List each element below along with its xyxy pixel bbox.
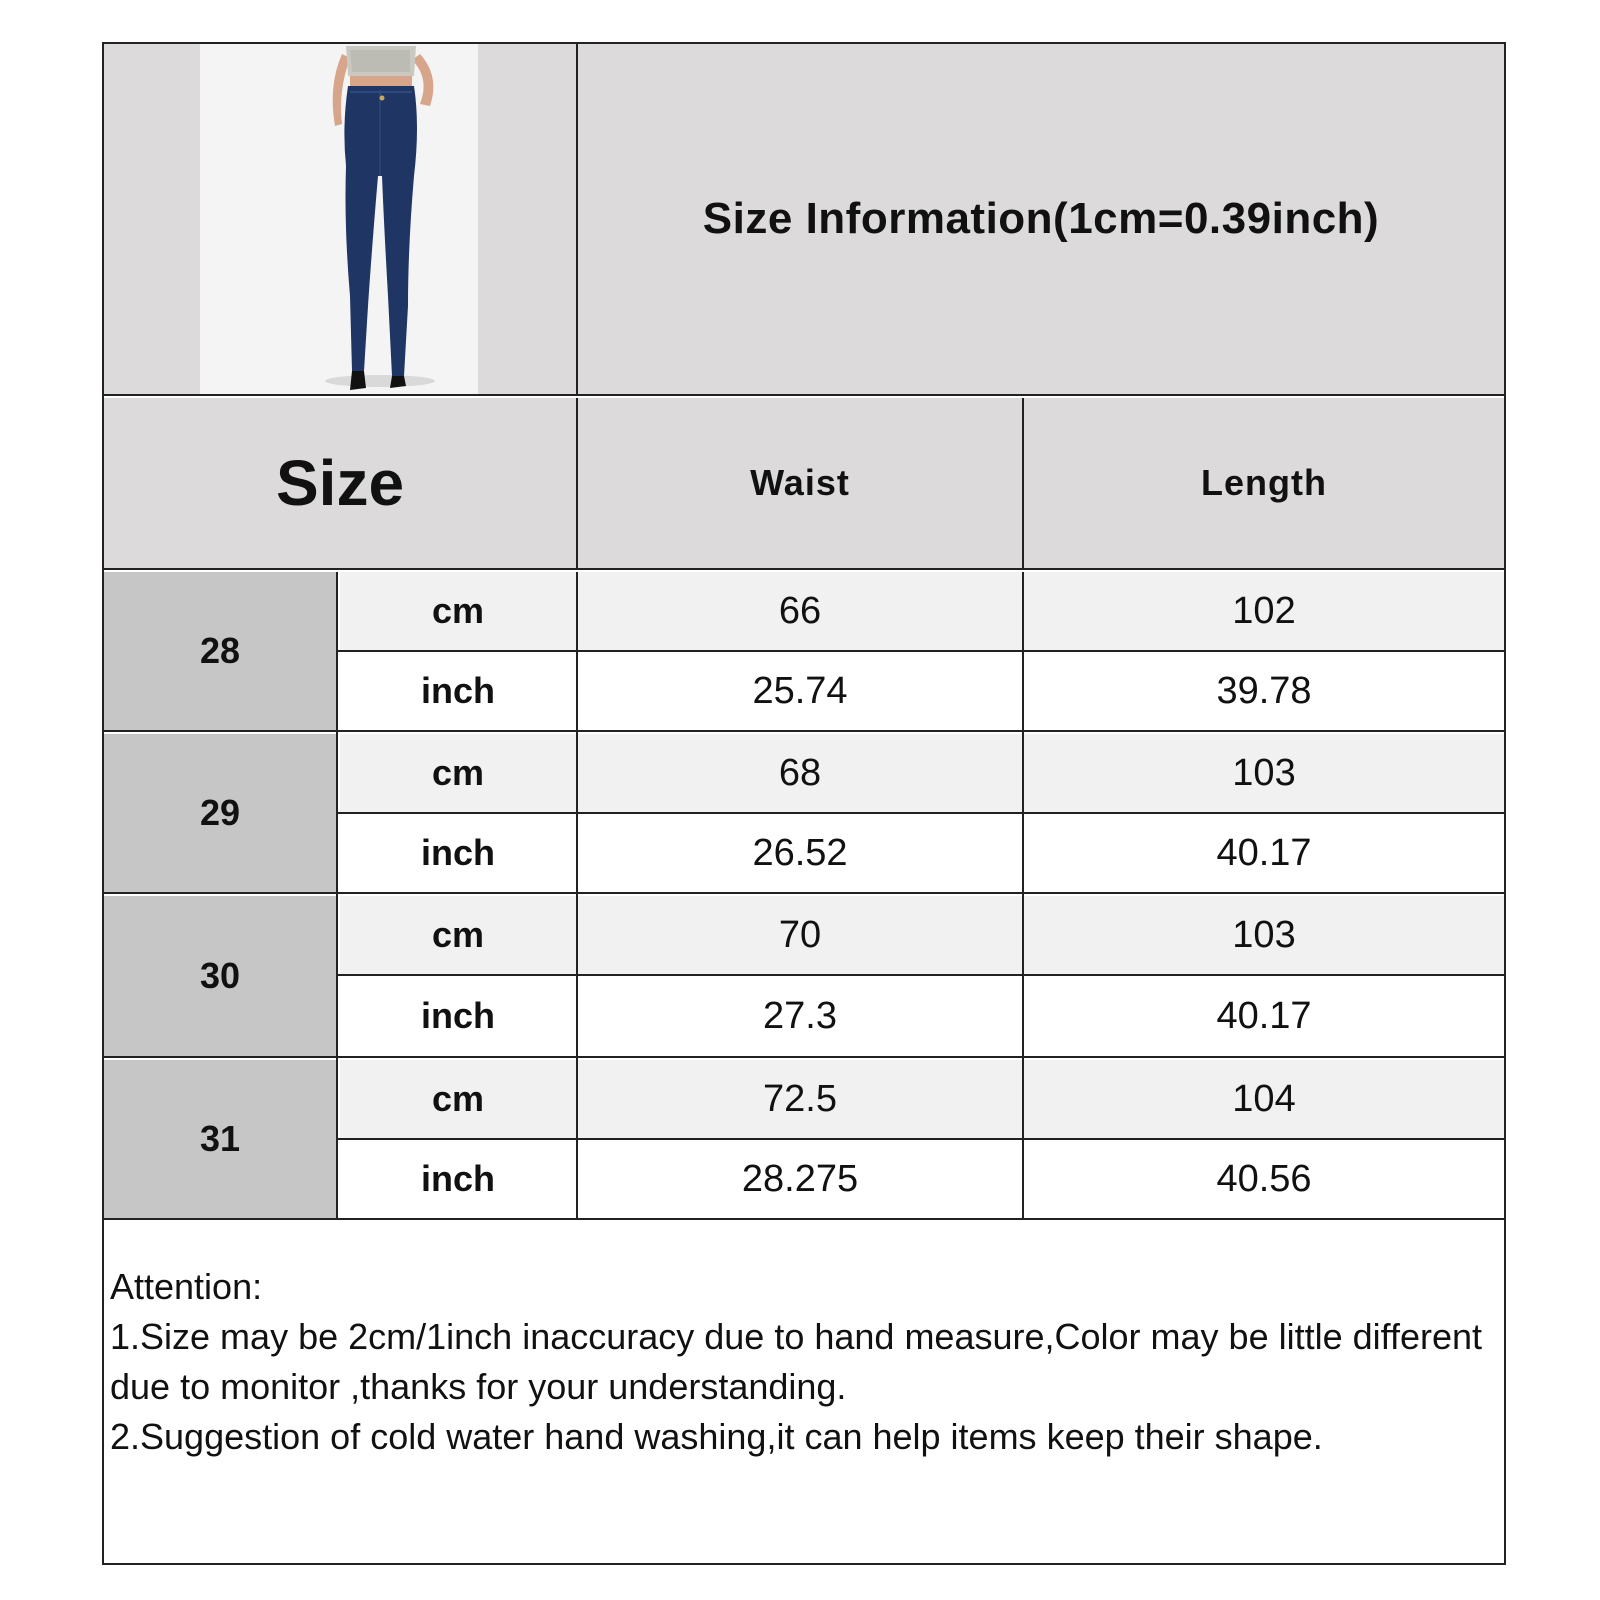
table-row [340, 1060, 576, 1138]
size-cell [104, 1060, 336, 1218]
table-row [340, 652, 576, 730]
divider [104, 568, 1504, 570]
waist-value: 25.74 [752, 669, 848, 712]
divider [1022, 572, 1024, 1218]
page-title: Size Information(1cm=0.39inch) [702, 194, 1380, 243]
length-value-cell [1024, 572, 1504, 650]
length-value: 104 [1232, 1077, 1296, 1120]
waist-header: Waist [750, 462, 850, 503]
size-value: 30 [199, 955, 241, 996]
waist-value-cell [578, 572, 1022, 650]
length-value-cell [1024, 1060, 1504, 1138]
divider [104, 1218, 1504, 1220]
table-row [340, 1140, 576, 1218]
waist-value: 72.5 [763, 1077, 837, 1120]
waist-value: 26.52 [752, 831, 848, 874]
unit-label: inch [420, 832, 495, 873]
size-value: 29 [199, 792, 241, 833]
length-value-cell [1024, 814, 1504, 892]
waist-value-cell [578, 734, 1022, 812]
waist-value-cell [578, 976, 1022, 1056]
divider [336, 572, 338, 1218]
note-line: 1.Size may be 2cm/1inch inaccuracy due to hand measure,Color may be little different due to monitor ,thanks for your understanding. [110, 1316, 1483, 1407]
size-cell [104, 896, 336, 1056]
size-header: Size [275, 447, 405, 519]
length-value-cell [1024, 976, 1504, 1056]
waist-value-cell [578, 1140, 1022, 1218]
length-value: 103 [1232, 751, 1296, 794]
unit-label: inch [420, 1158, 495, 1199]
waist-value: 70 [778, 913, 822, 956]
length-value: 39.78 [1216, 669, 1312, 712]
attention-notes [110, 1262, 1500, 1462]
length-value-cell [1024, 896, 1504, 974]
size-cell [104, 734, 336, 892]
waist-value: 28.275 [741, 1157, 859, 1200]
note-line: 2.Suggestion of cold water hand washing,it can help items keep their shape. [110, 1416, 1323, 1457]
table-row [340, 814, 576, 892]
unit-label: inch [420, 995, 495, 1036]
photo-cell [104, 44, 576, 394]
waist-value: 66 [778, 589, 822, 632]
divider [104, 730, 1504, 732]
waist-value-cell [578, 1060, 1022, 1138]
waist-value: 68 [778, 751, 822, 794]
table-row [340, 572, 576, 650]
unit-label: inch [420, 670, 495, 711]
title-cell [578, 44, 1504, 394]
length-value: 102 [1232, 589, 1296, 632]
divider [104, 1056, 1504, 1058]
length-header: Length [1201, 462, 1327, 503]
length-value-cell [1024, 734, 1504, 812]
waist-value-cell [578, 896, 1022, 974]
length-value: 40.56 [1216, 1157, 1312, 1200]
length-value: 40.17 [1216, 831, 1312, 874]
table-row [340, 896, 576, 974]
table-row [340, 734, 576, 812]
divider [576, 572, 578, 1218]
length-header-cell [1024, 398, 1504, 568]
size-cell [104, 572, 336, 730]
length-value: 40.17 [1216, 994, 1312, 1037]
divider [104, 892, 1504, 894]
waist-value-cell [578, 652, 1022, 730]
table-row [340, 976, 576, 1056]
length-value-cell [1024, 1140, 1504, 1218]
divider [104, 394, 1504, 396]
model-in-jeans-photo [280, 46, 480, 391]
unit-label: cm [431, 914, 485, 955]
waist-header-cell [578, 398, 1022, 568]
notes-heading: Attention: [110, 1266, 263, 1307]
unit-label: cm [431, 590, 485, 631]
unit-label: cm [431, 1078, 485, 1119]
size-header-cell [104, 398, 576, 568]
waist-value-cell [578, 814, 1022, 892]
length-value: 103 [1232, 913, 1296, 956]
size-value: 28 [199, 630, 241, 671]
size-value: 31 [199, 1118, 241, 1159]
waist-value: 27.3 [763, 994, 837, 1037]
unit-label: cm [431, 752, 485, 793]
length-value-cell [1024, 652, 1504, 730]
